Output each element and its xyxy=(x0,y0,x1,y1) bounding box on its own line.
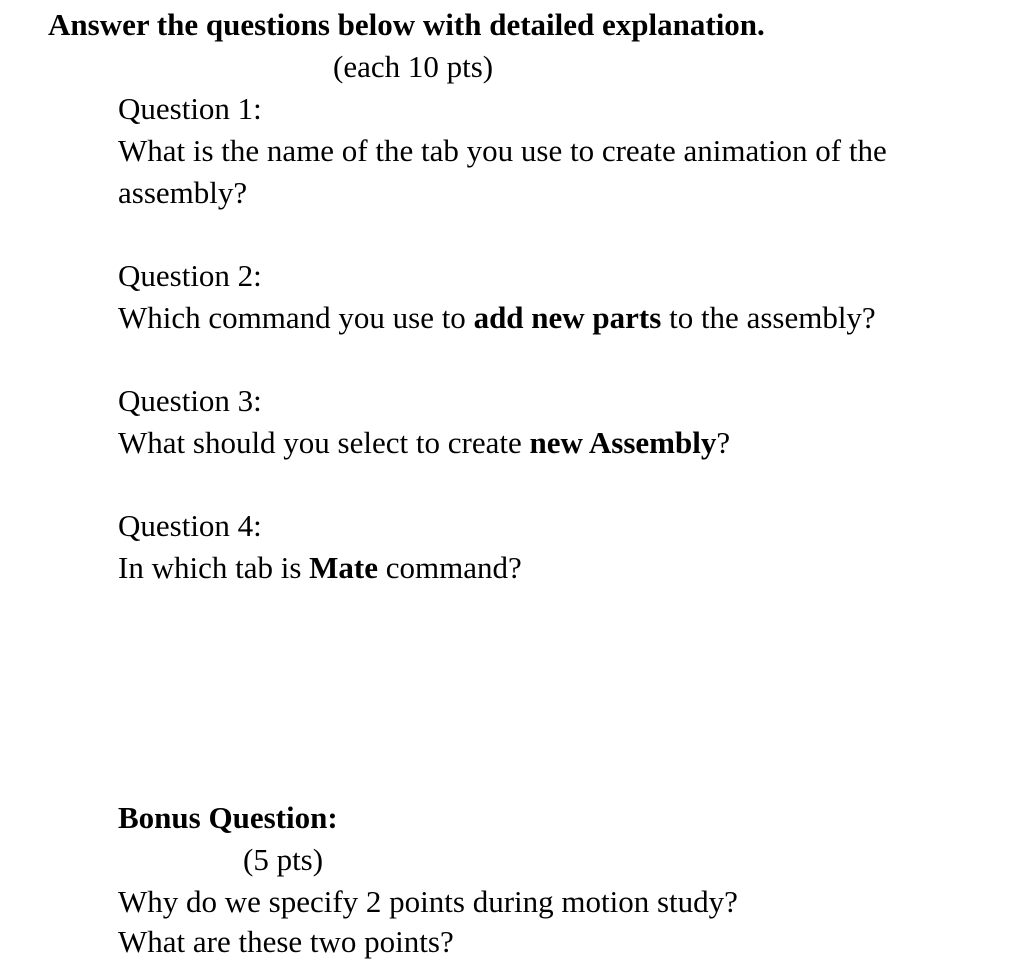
question-4-text-bold: Mate xyxy=(309,550,378,585)
question-2-label: Question 2: xyxy=(118,258,262,293)
question-2-text-pre: Which command you use to xyxy=(118,300,474,335)
question-3-text xyxy=(118,422,730,464)
question-2-text-bold: add new parts xyxy=(473,300,662,335)
question-1-text-line2: assembly? xyxy=(118,175,248,210)
bonus-question-label: Bonus Question: xyxy=(118,800,338,835)
bonus-points-note: (5 pts) xyxy=(243,842,324,877)
question-3-text-pre: What should you select to create xyxy=(118,425,530,460)
question-1-label: Question 1: xyxy=(118,91,262,126)
question-4-text-pre: In which tab is xyxy=(118,550,310,585)
question-2-text-post: to the assembly? xyxy=(661,300,876,335)
bonus-question-text-line2: What are these two points? xyxy=(118,924,454,959)
question-1-text-line1: What is the name of the tab you use to create animation of the xyxy=(118,133,887,168)
bonus-question-text-line1: Why do we specify 2 points during motion study? xyxy=(118,884,738,919)
question-3-label: Question 3: xyxy=(118,383,262,418)
question-4-text xyxy=(118,547,522,589)
document-title: Answer the questions below with detailed explanation. xyxy=(48,7,765,42)
question-3-text-post: ? xyxy=(716,425,731,460)
question-2-text xyxy=(118,297,876,339)
question-4-label: Question 4: xyxy=(118,508,262,543)
question-3-text-bold: new Assembly xyxy=(529,425,717,460)
question-4-text-post: command? xyxy=(377,550,522,585)
points-note: (each 10 pts) xyxy=(333,49,494,84)
